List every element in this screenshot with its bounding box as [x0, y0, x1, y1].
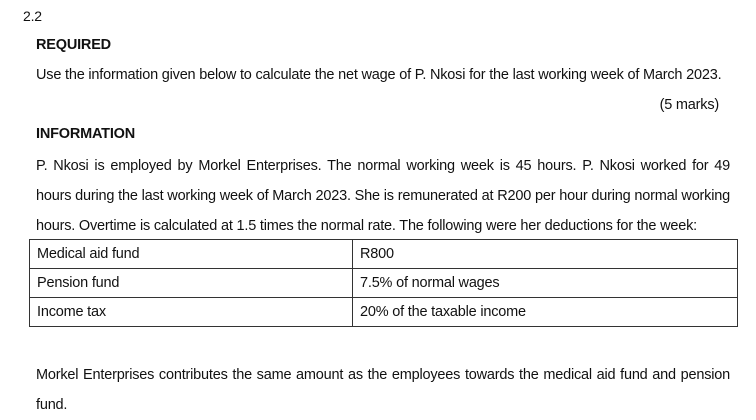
deduction-label-pension: Pension fund	[30, 269, 353, 298]
information-paragraph: P. Nkosi is employed by Morkel Enterprises. The normal working week is 45 hours. P. Nkosi worked for 49 hours during the last working week of March 2023. She is remunerated at R200 per hour during normal working hours. Overtime is calculated at 1.5 times the normal rate. The following were her deductions for the week:	[36, 158, 730, 234]
table-row	[30, 269, 738, 298]
required-instruction: Use the information given below to calculate the net wage of P. Nkosi for the last working week of March 2023.	[36, 67, 722, 83]
section-number: 2.2	[23, 8, 42, 24]
deduction-value-pension: 7.5% of normal wages	[353, 269, 738, 298]
deduction-value-income-tax: 20% of the taxable income	[353, 298, 738, 327]
information-heading: INFORMATION	[36, 126, 136, 142]
deductions-table	[29, 239, 738, 327]
table-row	[30, 298, 738, 327]
deduction-label-medical-aid: Medical aid fund	[30, 240, 353, 269]
marks-allocation: (5 marks)	[659, 97, 719, 113]
contribution-note: Morkel Enterprises contributes the same amount as the employees towards the medical aid fund and pension fund.	[36, 367, 730, 413]
required-heading: REQUIRED	[36, 37, 111, 53]
table-row	[30, 240, 738, 269]
deduction-label-income-tax: Income tax	[30, 298, 353, 327]
deduction-value-medical-aid: R800	[353, 240, 738, 269]
